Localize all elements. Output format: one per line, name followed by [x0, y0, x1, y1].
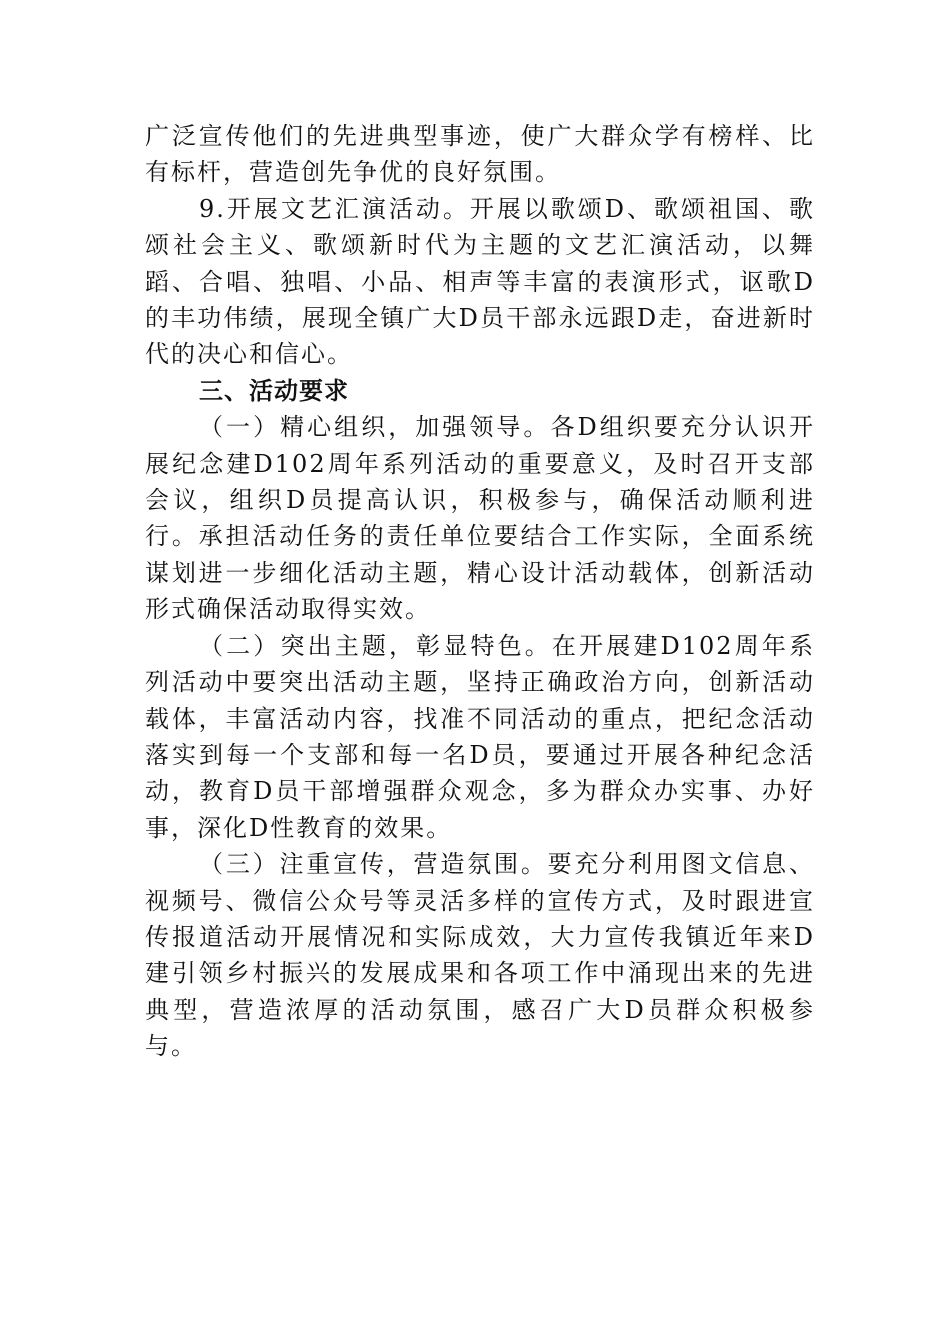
paragraph-requirement-2: （二）突出主题，彰显特色。在开展建D102周年系列活动中要突出活动主题，坚持正确政治方向，创新活动载体，丰富活动内容，找准不同活动的重点，把纪念活动落实到每一个支部和每一名D员，要通过开展各种纪念活动，教育D员干部增强群众观念，多为群众办实事、办好事，深化D性教育的效果。 [145, 631, 815, 842]
paragraph-requirement-3: （三）注重宣传，营造氛围。要充分利用图文信息、视频号、微信公众号等灵活多样的宣传方式，及时跟进宣传报道活动开展情况和实际成效，大力宣传我镇近年来D建引领乡村振兴的发展成果和各项工作中涌现出来的先进典型，营造浓厚的活动氛围，感召广大D员群众积极参与。 [145, 850, 815, 1061]
document-body [145, 118, 815, 1065]
paragraph-continuation: 广泛宣传他们的先进典型事迹，使广大群众学有榜样、比有标杆，营造创先争优的良好氛围。 [145, 122, 815, 187]
section-heading-requirements: 三、活动要求 [199, 376, 349, 405]
paragraph-item-9: 9.开展文艺汇演活动。开展以歌颂D、歌颂祖国、歌颂社会主义、歌颂新时代为主题的文艺汇演活动，以舞蹈、合唱、独唱、小品、相声等丰富的表演形式，讴歌D的丰功伟绩，展现全镇广大D员干部永远跟D走，奋进新时代的决心和信心。 [145, 194, 815, 369]
paragraph-requirement-1: （一）精心组织，加强领导。各D组织要充分认识开展纪念建D102周年系列活动的重要意义，及时召开支部会议，组织D员提高认识，积极参与，确保活动顺利进行。承担活动任务的责任单位要结合工作实际，全面系统谋划进一步细化活动主题，精心设计活动载体，创新活动形式确保活动取得实效。 [145, 413, 815, 624]
